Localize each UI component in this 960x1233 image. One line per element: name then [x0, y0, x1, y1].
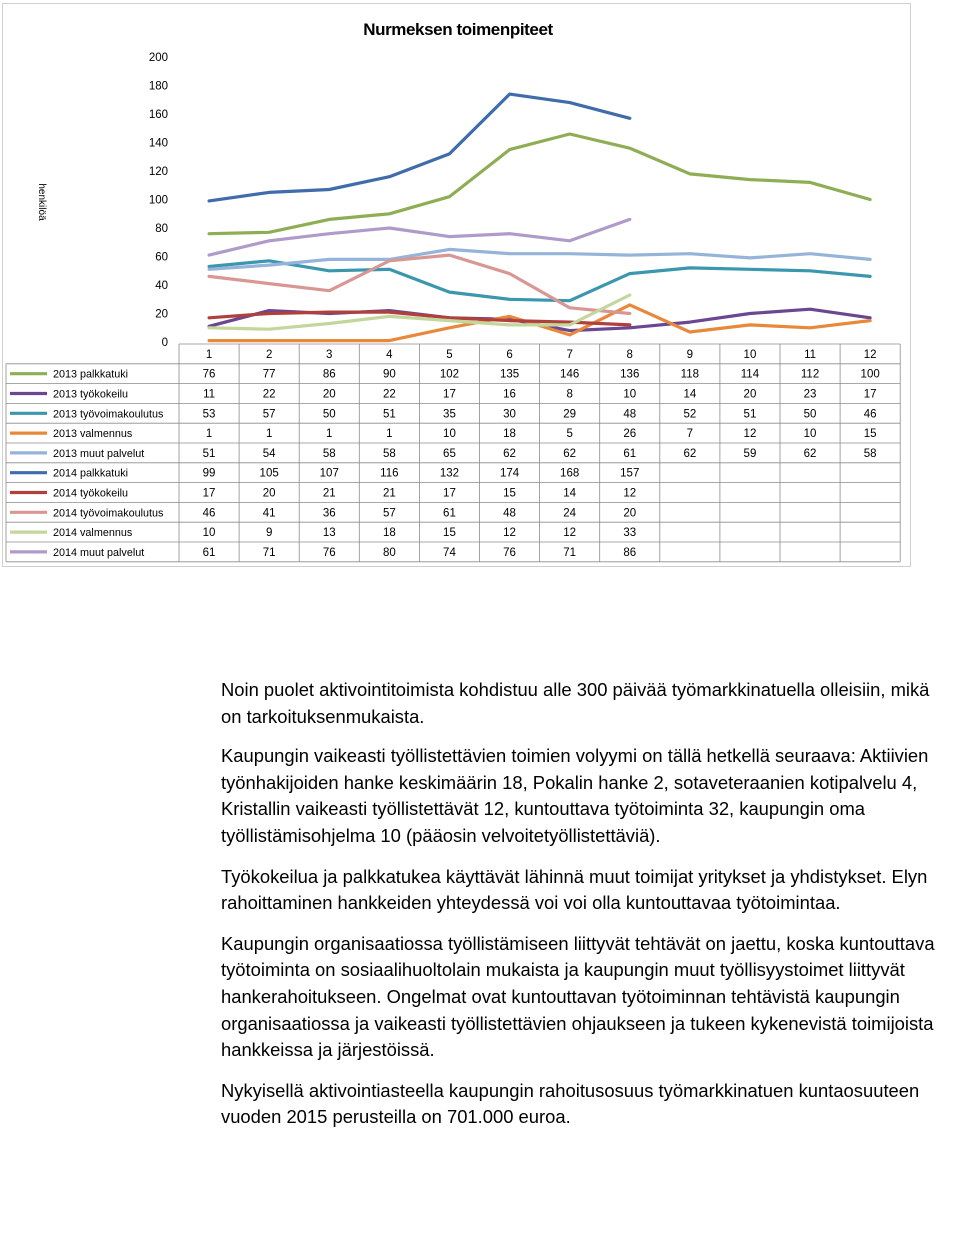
x-tick-label: 11: [804, 348, 817, 361]
y-tick-label: 120: [148, 166, 168, 178]
data-label: 61: [623, 447, 637, 460]
data-label: 174: [499, 467, 520, 480]
data-label: 135: [499, 368, 520, 381]
chart-title: Nurmeksen toimenpiteet: [363, 20, 553, 39]
paragraph: Nykyisellä aktivointiasteella kaupungin rahoitusosuus työmarkkinatuen kuntaosuuteen vuoden 2015 perusteilla on 701.000 euroa.: [221, 1079, 920, 1128]
data-label: 136: [620, 368, 640, 381]
x-tick-label: 8: [626, 348, 633, 361]
data-label: 102: [439, 368, 460, 381]
paragraph: Noin puolet aktivointitoimista kohdistuu alle 300 päivää työmarkkinatuella olleisiin, mikä on tarkoituksenmukaista.: [221, 679, 930, 727]
data-label: 53: [202, 408, 216, 421]
data-label: 14: [563, 487, 577, 500]
data-label: 76: [503, 546, 516, 559]
data-label: 30: [503, 408, 516, 421]
data-label: 116: [380, 467, 399, 480]
data-label: 20: [322, 388, 336, 401]
data-label: 76: [202, 368, 216, 381]
data-label: 168: [560, 467, 580, 480]
data-label: 10: [202, 527, 216, 540]
legend-label: 2014 palkkatuki: [53, 467, 129, 480]
data-label: 15: [503, 487, 516, 500]
data-label: 35: [443, 408, 456, 421]
data-label: 10: [443, 428, 456, 441]
data-label: 62: [563, 447, 577, 460]
data-label: 74: [443, 546, 456, 559]
data-label: 86: [322, 368, 336, 381]
data-label: 90: [382, 368, 396, 381]
paragraph: Kaupungin organisaatiossa työllistämiseen liittyvät tehtävät on jaettu, koska kuntouttava työtoiminta on sosiaalihuoltolain mukaista ja kaupungin muut työllisyystoimet liittyvät hankerahoitukseen. Ongelmat ovat kuntouttavan työtoiminnan tehtävistä kaupungin organisaatiossa ja vaikeasti työllistettävien ohjaukseen ja tukeen kykenevistä toimijoista hankkeissa ja järjestöissä.: [221, 932, 935, 1061]
y-tick-label: 20: [155, 308, 168, 321]
body-text: [221, 677, 951, 1145]
x-tick-label: 4: [386, 348, 393, 361]
data-label: 58: [382, 447, 396, 460]
data-label: 17: [202, 487, 216, 500]
line-chart: [3, 4, 910, 566]
data-label: 71: [563, 546, 577, 559]
paragraph: Työkokeilua ja palkkatukea käyttävät lähinnä muut toimijat yritykset ja yhdistykset. Elyn rahoittaminen hankkeiden yhteydessä voi voi olla kuntouttavaa työtoimintaa.: [221, 865, 928, 914]
data-label: 15: [863, 428, 877, 441]
data-label: 71: [262, 546, 276, 559]
data-label: 107: [319, 467, 339, 480]
data-label: 51: [382, 408, 396, 421]
data-label: 20: [623, 507, 637, 520]
legend-label: 2013 työkokeilu: [53, 388, 129, 401]
series-line: [209, 261, 870, 301]
y-axis-label: henkilöä: [36, 183, 47, 221]
data-label: 58: [322, 447, 336, 460]
x-tick-label: 12: [863, 348, 877, 361]
data-label: 48: [503, 507, 516, 520]
data-label: 132: [439, 467, 460, 480]
data-label: 146: [560, 368, 580, 381]
x-tick-label: 9: [686, 348, 694, 361]
data-label: 1: [386, 428, 393, 441]
data-label: 50: [322, 408, 336, 421]
legend-label: 2013 työvoimakoulutus: [53, 408, 164, 421]
data-label: 105: [259, 467, 279, 480]
data-label: 41: [262, 507, 276, 520]
y-tick-label: 200: [148, 52, 168, 64]
y-tick-label: 80: [155, 223, 168, 235]
data-label: 65: [443, 447, 456, 460]
data-label: 76: [322, 546, 336, 559]
data-label: 99: [202, 467, 216, 480]
data-label: 20: [262, 487, 276, 500]
x-tick-label: 2: [265, 348, 273, 361]
data-label: 62: [503, 447, 516, 460]
legend-label: 2014 muut palvelut: [53, 546, 145, 559]
data-label: 29: [563, 408, 577, 421]
data-label: 118: [680, 368, 700, 381]
data-label: 57: [382, 507, 396, 520]
data-label: 22: [262, 388, 276, 401]
data-label: 157: [620, 467, 640, 480]
data-label: 17: [443, 487, 456, 500]
data-label: 10: [623, 388, 637, 401]
data-label: 36: [322, 507, 336, 520]
data-label: 12: [623, 487, 637, 500]
x-tick-label: 10: [743, 348, 757, 361]
data-label: 16: [503, 388, 516, 401]
legend-label: 2014 työkokeilu: [53, 487, 129, 500]
data-label: 61: [202, 546, 216, 559]
series-lines: [209, 94, 870, 341]
y-tick-label: 100: [148, 194, 168, 207]
data-label: 112: [800, 368, 820, 381]
data-label: 22: [382, 388, 396, 401]
data-label: 9: [265, 527, 273, 540]
data-label: 48: [623, 408, 637, 421]
data-label: 46: [863, 408, 877, 421]
legend-label: 2013 valmennus: [53, 428, 133, 441]
y-tick-label: 60: [155, 251, 168, 264]
data-label: 33: [623, 527, 637, 540]
y-tick-label: 140: [148, 137, 168, 150]
data-label: 13: [322, 527, 336, 540]
data-label: 46: [202, 507, 216, 520]
data-label: 1: [326, 428, 333, 441]
data-label: 17: [863, 388, 877, 401]
data-label: 15: [443, 527, 456, 540]
data-label: 54: [262, 447, 276, 460]
data-label: 18: [503, 428, 516, 441]
data-label: 23: [803, 388, 817, 401]
y-tick-label: 0: [161, 337, 168, 349]
data-label: 62: [683, 447, 697, 460]
data-label: 5: [566, 428, 573, 441]
data-label: 77: [262, 368, 276, 381]
data-label: 52: [683, 408, 697, 421]
data-label: 21: [322, 487, 336, 500]
data-label: 20: [743, 388, 757, 401]
data-label: 50: [803, 408, 817, 421]
data-label: 24: [563, 507, 577, 520]
data-label: 12: [743, 428, 757, 441]
data-label: 17: [443, 388, 456, 401]
legend-label: 2013 palkkatuki: [53, 368, 129, 381]
y-tick-label: 160: [148, 109, 168, 121]
data-label: 10: [803, 428, 817, 441]
data-label: 8: [566, 388, 573, 401]
data-label: 7: [686, 428, 694, 441]
chart-frame: [2, 3, 911, 567]
x-tick-label: 3: [326, 348, 333, 361]
x-tick-label: 1: [205, 348, 213, 361]
data-label: 51: [202, 447, 216, 460]
data-label: 1: [205, 428, 213, 441]
x-tick-label: 6: [506, 348, 513, 361]
data-label: 51: [743, 408, 757, 421]
legend-label: 2014 valmennus: [53, 527, 133, 540]
data-label: 11: [203, 388, 216, 401]
data-label: 57: [262, 408, 276, 421]
data-label: 114: [740, 368, 760, 381]
paragraph: Kaupungin vaikeasti työllistettävien toimien volyymi on tällä hetkellä seuraava: Aktiivien työnhakijoiden hanke keskimäärin 18, Pokalin hanke 2, sotaveteraanien kotipalvelu 4, Kristallin vaikeasti työllistettävät 12, kuntouttava työtoiminta 32, kaupungin oma työllistämisohjelma 10 (pääosin velvoitetyöllistettäviä).: [221, 745, 929, 846]
data-label: 59: [743, 447, 757, 460]
data-table: [6, 344, 900, 562]
x-tick-label: 7: [566, 348, 573, 361]
legend-label: 2014 työvoimakoulutus: [53, 507, 164, 520]
data-label: 12: [503, 527, 516, 540]
series-line: [209, 94, 630, 201]
y-tick-label: 180: [148, 80, 168, 93]
series-line: [209, 219, 630, 255]
data-label: 61: [443, 507, 456, 520]
series-line: [209, 134, 870, 234]
data-label: 80: [382, 546, 396, 559]
data-label: 1: [265, 428, 273, 441]
data-label: 21: [382, 487, 396, 500]
y-axis: [149, 52, 168, 349]
data-label: 14: [683, 388, 697, 401]
data-label: 18: [382, 527, 396, 540]
data-label: 86: [623, 546, 637, 559]
legend-label: 2013 muut palvelut: [53, 447, 145, 460]
data-label: 62: [803, 447, 817, 460]
data-label: 26: [623, 428, 637, 441]
x-tick-label: 5: [446, 348, 453, 361]
data-label: 58: [863, 447, 877, 460]
data-label: 100: [860, 368, 880, 381]
data-label: 12: [563, 527, 577, 540]
y-tick-label: 40: [155, 280, 168, 292]
